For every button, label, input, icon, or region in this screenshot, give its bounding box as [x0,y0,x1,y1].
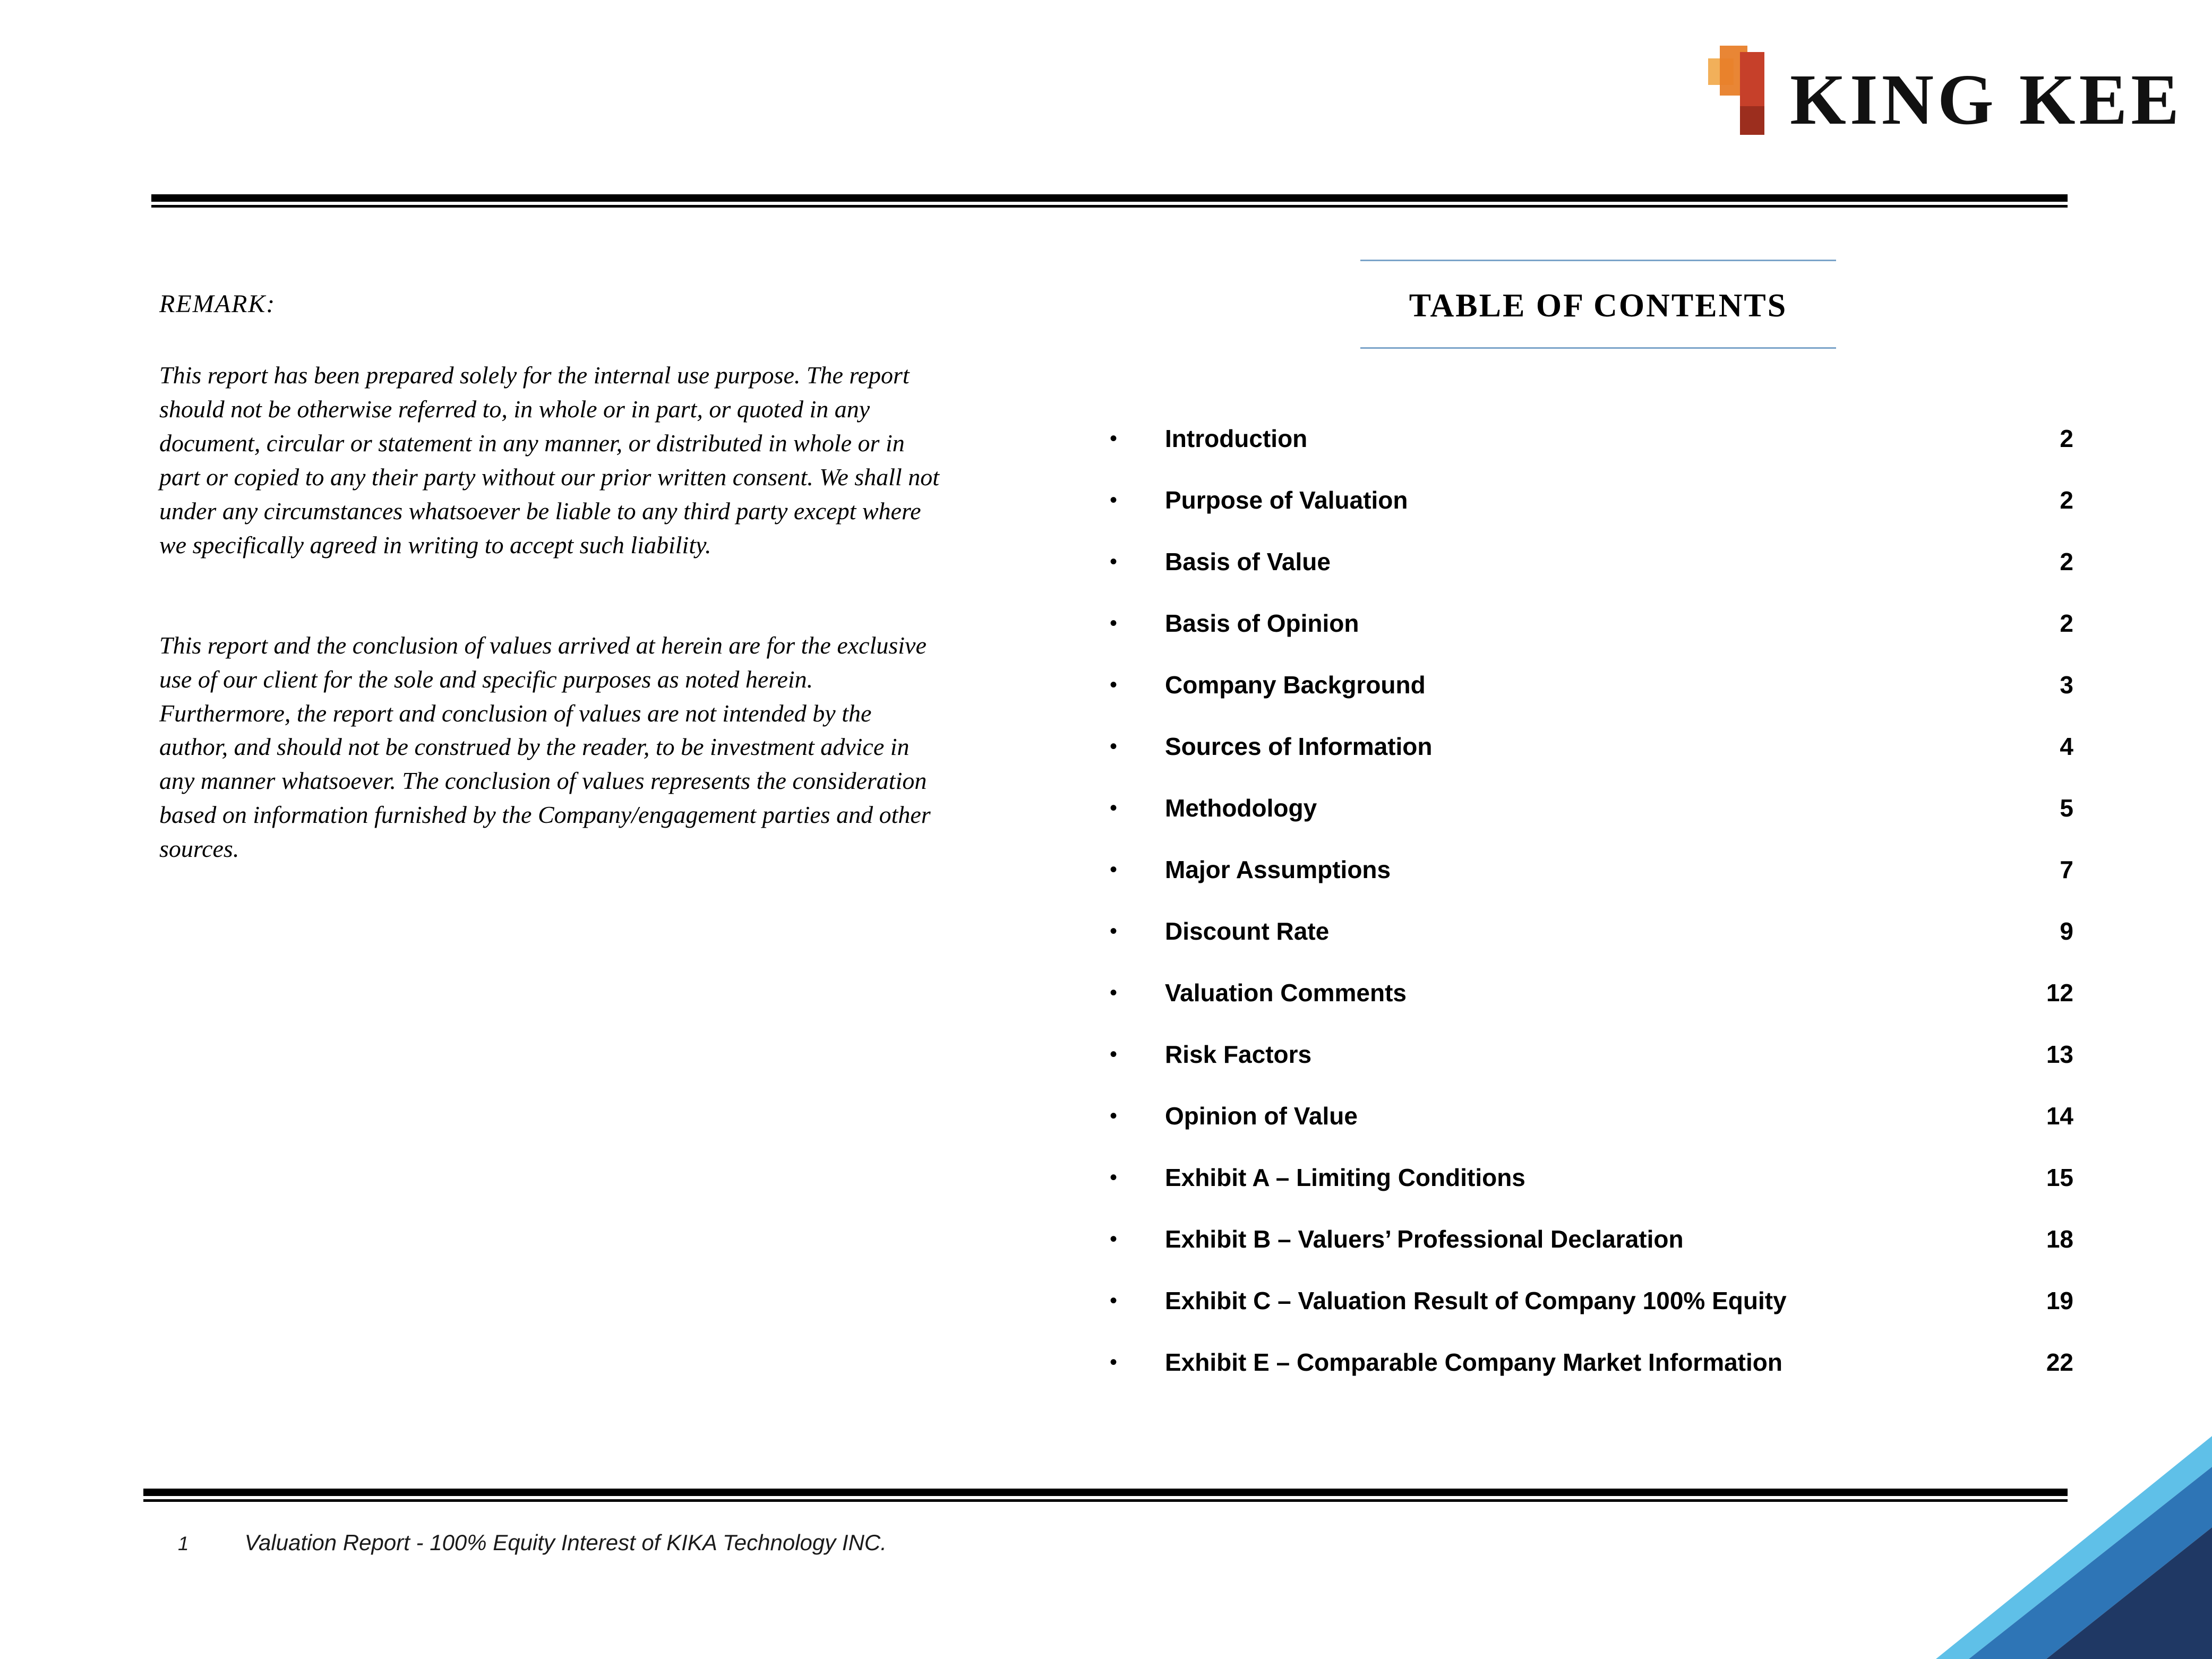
toc-item-label: Basis of Value [1165,548,1331,575]
toc-item-label: Exhibit B – Valuers’ Professional Declaration [1165,1225,1684,1253]
logo-mark-dark-red-block [1740,106,1764,135]
toc-item [1095,716,2073,777]
bullet-icon: • [1110,673,1118,697]
toc-item [1095,654,2073,716]
toc-item [1095,592,2073,654]
footer-page-number: 1 [178,1533,189,1554]
bullet-icon: • [1110,426,1118,450]
bullet-icon: • [1110,611,1118,635]
toc-item-label: Purpose of Valuation [1165,486,1408,514]
toc-item-label: Risk Factors [1165,1041,1312,1068]
toc-item-page-number: 18 [2046,1225,2073,1253]
toc-item-label: Basis of Opinion [1165,609,1359,637]
bullet-icon: • [1110,1350,1118,1374]
toc-item-page-number: 13 [2046,1041,2073,1068]
bullet-icon: • [1110,1104,1118,1128]
toc-item [1095,1024,2073,1085]
toc-item [1095,962,2073,1024]
toc-item [1095,900,2073,962]
top-divider [151,194,2068,208]
toc-item-page-number: 2 [2060,548,2073,575]
bullet-icon: • [1110,488,1118,512]
toc-title-box [1360,260,1836,349]
toc-item [1095,1331,2073,1393]
toc-item-page-number: 12 [2046,979,2073,1007]
bottom-divider [143,1489,2068,1502]
bullet-icon: • [1110,549,1118,573]
toc-item-page-number: 7 [2060,856,2073,883]
toc-item-label: Valuation Comments [1165,979,1407,1007]
toc-item-page-number: 2 [2060,425,2073,452]
toc-list [1095,408,2073,1393]
bullet-icon: • [1110,981,1118,1004]
toc-item-page-number: 2 [2060,486,2073,514]
toc-item-page-number: 3 [2060,671,2073,699]
toc-item-label: Methodology [1165,794,1317,822]
bullet-icon: • [1110,1165,1118,1189]
remark-section [159,289,945,866]
toc-item-label: Discount Rate [1165,917,1330,945]
bullet-icon: • [1110,1042,1118,1066]
toc-item [1095,1147,2073,1208]
bullet-icon: • [1110,796,1118,820]
toc-item-label: Major Assumptions [1165,856,1391,883]
toc-item [1095,408,2073,469]
remark-paragraph-2: This report and the conclusion of values arrived at herein are for the exclusive use of our client for the sole and specific purposes as noted herein. Furthermore, the report and conclusion of values are not intended by the author, and should not be construed by the reader, to be investment advice in any manner whatsoever. The conclusion of values represents the consideration based on information furnished by the Company/engagement parties and other sources. [159,631,931,863]
bullet-icon: • [1110,734,1118,758]
footer [178,1530,887,1555]
bullet-icon: • [1110,1288,1118,1312]
king-kee-logo-icon [1705,44,1772,138]
toc-item-label: Exhibit C – Valuation Result of Company 100% Equity [1165,1287,1787,1314]
toc-item-label: Exhibit E – Comparable Company Market Information [1165,1348,1782,1376]
bullet-icon: • [1110,919,1118,943]
toc-item-page-number: 5 [2060,794,2073,822]
remark-paragraph-1: This report has been prepared solely for the internal use purpose. The report should not be otherwise referred to, in whole or in part, or quoted in any document, circular or statement in any manner, or distributed in whole or in part or copied to any their party without our prior written consent. We shall not under any circumstances whatsoever be liable to any third party except where we specifically agreed in writing to accept such liability. [159,362,939,558]
corner-decoration [1936,1436,2212,1659]
bullet-icon: • [1110,857,1118,881]
toc-item-label: Exhibit A – Limiting Conditions [1165,1164,1525,1191]
toc-item-label: Sources of Information [1165,733,1433,760]
king-kee-logo-text: KING KEE [1790,60,2183,140]
bullet-icon: • [1110,1227,1118,1251]
toc-item-page-number: 14 [2046,1102,2073,1130]
toc-item [1095,469,2073,531]
remark-heading: REMARK: [159,290,276,318]
toc-item [1095,1208,2073,1270]
toc-item [1095,1270,2073,1331]
toc-item [1095,777,2073,839]
king-kee-logo [1705,44,2183,138]
toc-item [1095,839,2073,900]
toc-item-label: Introduction [1165,425,1308,452]
toc-item-page-number: 15 [2046,1164,2073,1191]
toc-item-page-number: 22 [2046,1348,2073,1376]
toc-item-page-number: 4 [2060,733,2073,760]
toc-item-page-number: 2 [2060,609,2073,637]
toc-item [1095,1085,2073,1147]
toc-item-page-number: 19 [2046,1287,2073,1314]
toc-item [1095,531,2073,592]
toc-title: TABLE OF CONTENTS [1409,288,1788,324]
toc-item-label: Company Background [1165,671,1426,699]
toc-item-page-number: 9 [2060,917,2073,945]
footer-title: Valuation Report - 100% Equity Interest of KIKA Technology INC. [244,1530,887,1555]
toc-item-label: Opinion of Value [1165,1102,1358,1130]
